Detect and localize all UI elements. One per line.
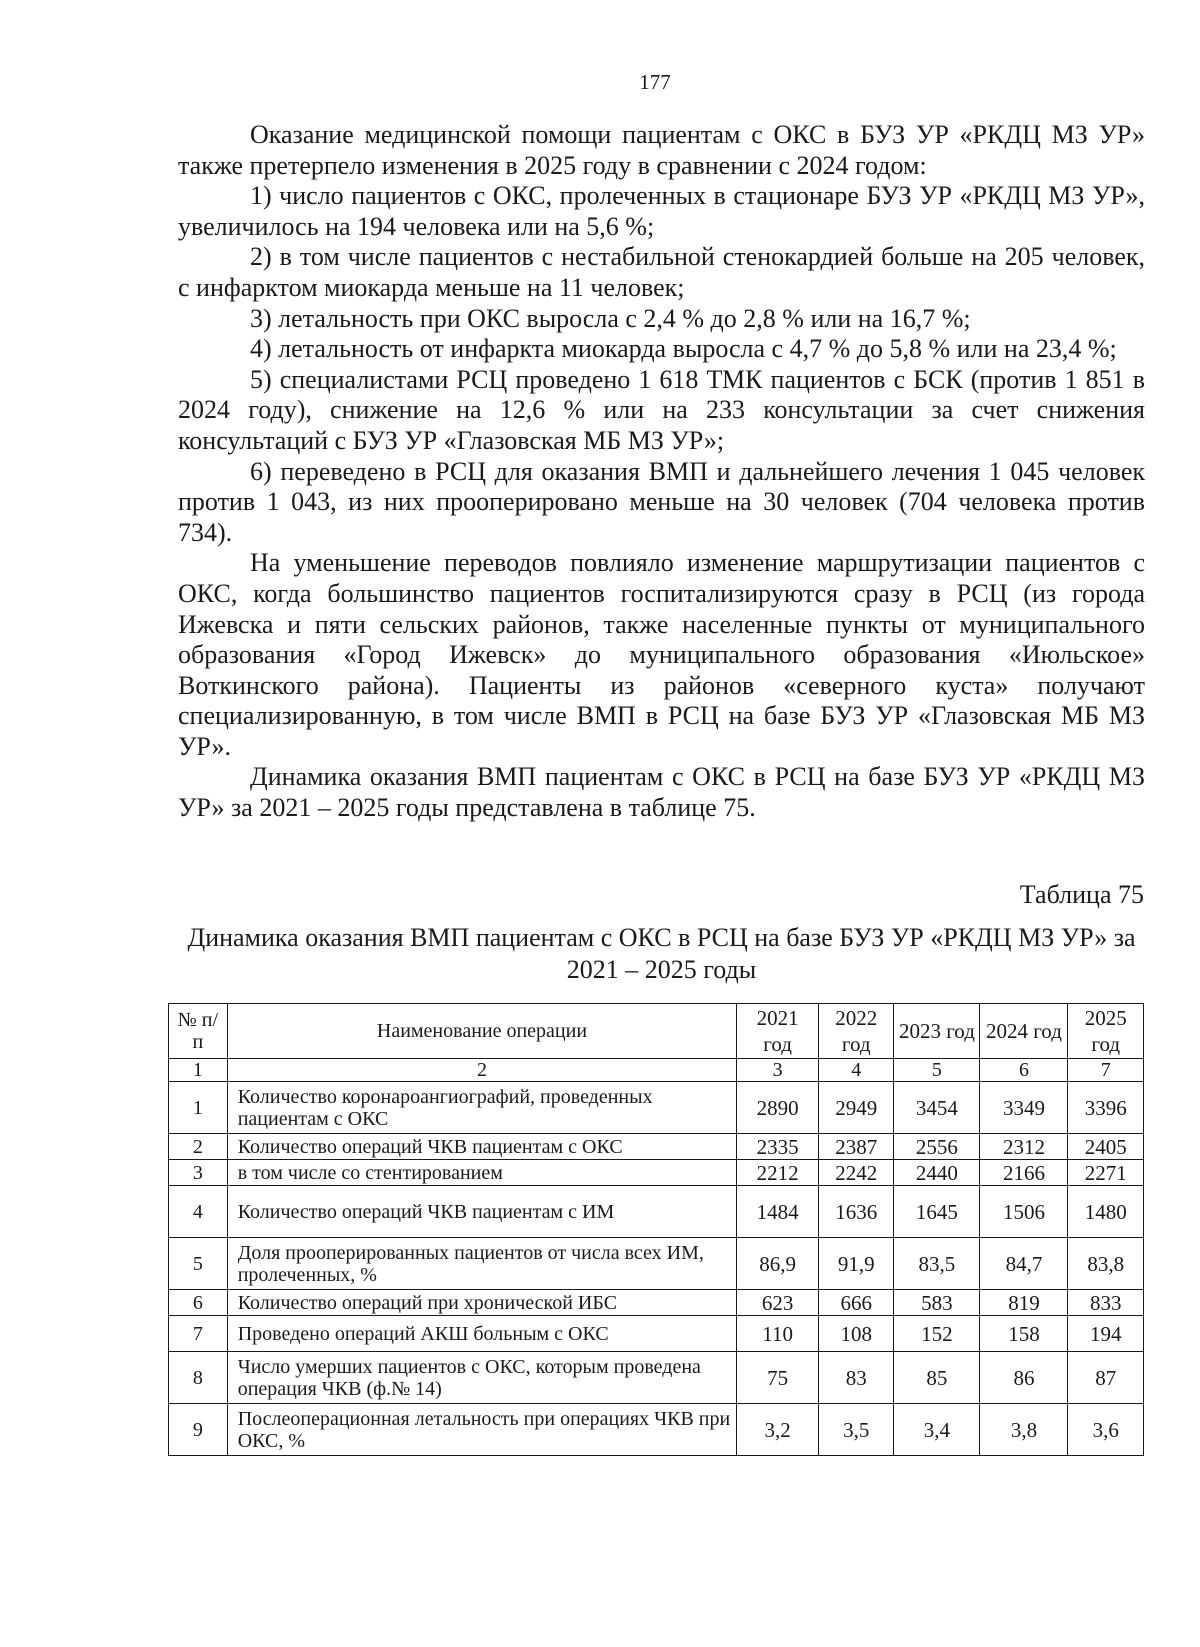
table-row: [169, 1134, 1144, 1160]
paragraph-item-5: 5) специалистами РСЦ проведено 1 618 ТМК пациентов с БСК (против 1 851 в 2024 году), снижение на 12,6 % или на 233 консультации за счет снижения консультаций с БУЗ УР «Глазовская МБ МЗ УР»;: [178, 364, 1145, 455]
header-year: 2023 год: [894, 1004, 980, 1059]
paragraph-item-2: 2) в том числе пациентов с нестабильной стенокардией больше на 205 человек, с инфарктом миокарда меньше на 11 человек;: [178, 242, 1145, 302]
year-value: 623: [737, 1290, 819, 1316]
year-value: 1484: [737, 1186, 819, 1238]
table-header-row: [169, 1004, 1144, 1059]
year-value: 1645: [894, 1186, 980, 1238]
year-value: 86: [980, 1352, 1068, 1404]
year-value: 3,6: [1068, 1404, 1144, 1456]
column-number: 2: [227, 1059, 737, 1082]
column-number: 4: [818, 1059, 893, 1082]
year-value: 3454: [894, 1082, 980, 1134]
body-text: [178, 120, 1145, 824]
paragraph-routing: На уменьшение переводов повлияло изменение маршрутизации пациентов с ОКС, когда большинство пациентов госпитализируются сразу в РСЦ (из города Ижевска и пяти сельских районов, также населенные пункты от муниципального образования «Город Ижевск» до муниципального образования «Июльское» Воткинского района). Пациенты из районов «северного куста» получают специализированную, в том числе ВМП в РСЦ на базе БУЗ УР «Глазовская МБ МЗ УР».: [178, 548, 1145, 761]
row-number: 5: [169, 1238, 228, 1290]
year-value: 3349: [980, 1082, 1068, 1134]
table-numbering-row: [169, 1059, 1144, 1082]
table-row: [169, 1082, 1144, 1134]
table-row: [169, 1404, 1144, 1456]
year-value: 2405: [1068, 1134, 1144, 1160]
header-year: 2022 год: [818, 1004, 893, 1059]
table-label: Таблица 75: [1019, 880, 1144, 909]
year-value: 2212: [737, 1160, 819, 1186]
table-row: [169, 1316, 1144, 1352]
year-value: 2166: [980, 1160, 1068, 1186]
column-number: 1: [169, 1059, 228, 1082]
year-value: 85: [894, 1352, 980, 1404]
year-value: 3,8: [980, 1404, 1068, 1456]
year-value: 158: [980, 1316, 1068, 1352]
year-value: 2949: [818, 1082, 893, 1134]
year-value: 666: [818, 1290, 893, 1316]
table-caption: Динамика оказания ВМП пациентам с ОКС в РСЦ на базе БУЗ УР «РКДЦ МЗ УР» за 2021 – 2025 годы: [187, 923, 1136, 984]
year-value: 3396: [1068, 1082, 1144, 1134]
table-row: [169, 1238, 1144, 1290]
paragraph-item-6: 6) переведено в РСЦ для оказания ВМП и дальнейшего лечения 1 045 человек против 1 043, из них прооперировано меньше на 30 человек (704 человека против 734).: [178, 456, 1145, 547]
year-value: 833: [1068, 1290, 1144, 1316]
paragraph-item-1: 1) число пациентов с ОКС, пролеченных в стационаре БУЗ УР «РКДЦ МЗ УР», увеличилось на 194 человека или на 5,6 %;: [178, 181, 1145, 241]
year-value: 86,9: [737, 1238, 819, 1290]
row-number: 4: [169, 1186, 228, 1238]
operation-name: Количество коронароангиографий, проведенных пациентам с ОКС: [227, 1082, 737, 1134]
operation-name: Доля прооперированных пациентов от числа всех ИМ, пролеченных, %: [227, 1238, 737, 1290]
year-value: 108: [818, 1316, 893, 1352]
year-value: 2890: [737, 1082, 819, 1134]
operation-name: Количество операций при хронической ИБС: [227, 1290, 737, 1316]
year-value: 1506: [980, 1186, 1068, 1238]
year-value: 194: [1068, 1316, 1144, 1352]
year-value: 2271: [1068, 1160, 1144, 1186]
year-value: 3,5: [818, 1404, 893, 1456]
year-value: 83,5: [894, 1238, 980, 1290]
header-year: 2021 год: [737, 1004, 819, 1059]
year-value: 83,8: [1068, 1238, 1144, 1290]
year-value: 1636: [818, 1186, 893, 1238]
year-value: 152: [894, 1316, 980, 1352]
operations-table: [168, 1003, 1144, 1456]
paragraph-item-3: 3) летальность при ОКС выросла с 2,4 % до 2,8 % или на 16,7 %;: [250, 303, 971, 333]
row-number: 6: [169, 1290, 228, 1316]
year-value: 84,7: [980, 1238, 1068, 1290]
year-value: 3,4: [894, 1404, 980, 1456]
page-number: 177: [639, 70, 671, 94]
column-number: 6: [980, 1059, 1068, 1082]
year-value: 83: [818, 1352, 893, 1404]
column-number: 5: [894, 1059, 980, 1082]
year-value: 3,2: [737, 1404, 819, 1456]
year-value: 2335: [737, 1134, 819, 1160]
row-number: 2: [169, 1134, 228, 1160]
operation-name: Послеоперационная летальность при операциях ЧКВ при ОКС, %: [227, 1404, 737, 1456]
year-value: 2312: [980, 1134, 1068, 1160]
table-row: [169, 1186, 1144, 1238]
column-number: 7: [1068, 1059, 1144, 1082]
operation-name: в том числе со стентированием: [227, 1160, 737, 1186]
paragraph-item-4: 4) летальность от инфаркта миокарда выросла с 4,7 % до 5,8 % или на 23,4 %;: [250, 334, 1117, 364]
year-value: 75: [737, 1352, 819, 1404]
paragraph-intro: Оказание медицинской помощи пациентам с ОКС в БУЗ УР «РКДЦ МЗ УР» также претерпело изменения в 2025 году в сравнении с 2024 годом:: [178, 120, 1145, 180]
year-value: 2440: [894, 1160, 980, 1186]
year-value: 2387: [818, 1134, 893, 1160]
year-value: 2242: [818, 1160, 893, 1186]
year-value: 87: [1068, 1352, 1144, 1404]
row-number: 7: [169, 1316, 228, 1352]
header-name: Наименование операции: [227, 1004, 737, 1059]
header-year: 2024 год: [980, 1004, 1068, 1059]
column-number: 3: [737, 1059, 819, 1082]
operation-name: Количество операций ЧКВ пациентам с ОКС: [227, 1134, 737, 1160]
header-year: 2025 год: [1068, 1004, 1144, 1059]
row-number: 9: [169, 1404, 228, 1456]
year-value: 819: [980, 1290, 1068, 1316]
year-value: 1480: [1068, 1186, 1144, 1238]
operation-name: Проведено операций АКШ больным с ОКС: [227, 1316, 737, 1352]
header-num: № п/п: [169, 1004, 228, 1059]
year-value: 2556: [894, 1134, 980, 1160]
year-value: 91,9: [818, 1238, 893, 1290]
table-row: [169, 1352, 1144, 1404]
paragraph-table-reference: Динамика оказания ВМП пациентам с ОКС в РСЦ на базе БУЗ УР «РКДЦ МЗ УР» за 2021 – 2025 годы представлена в таблице 75.: [178, 762, 1145, 823]
row-number: 3: [169, 1160, 228, 1186]
table-row: [169, 1290, 1144, 1316]
table-row: [169, 1160, 1144, 1186]
year-value: 583: [894, 1290, 980, 1316]
operation-name: Количество операций ЧКВ пациентам с ИМ: [227, 1186, 737, 1238]
row-number: 1: [169, 1082, 228, 1134]
year-value: 110: [737, 1316, 819, 1352]
operation-name: Число умерших пациентов с ОКС, которым проведена операция ЧКВ (ф.№ 14): [227, 1352, 737, 1404]
row-number: 8: [169, 1352, 228, 1404]
